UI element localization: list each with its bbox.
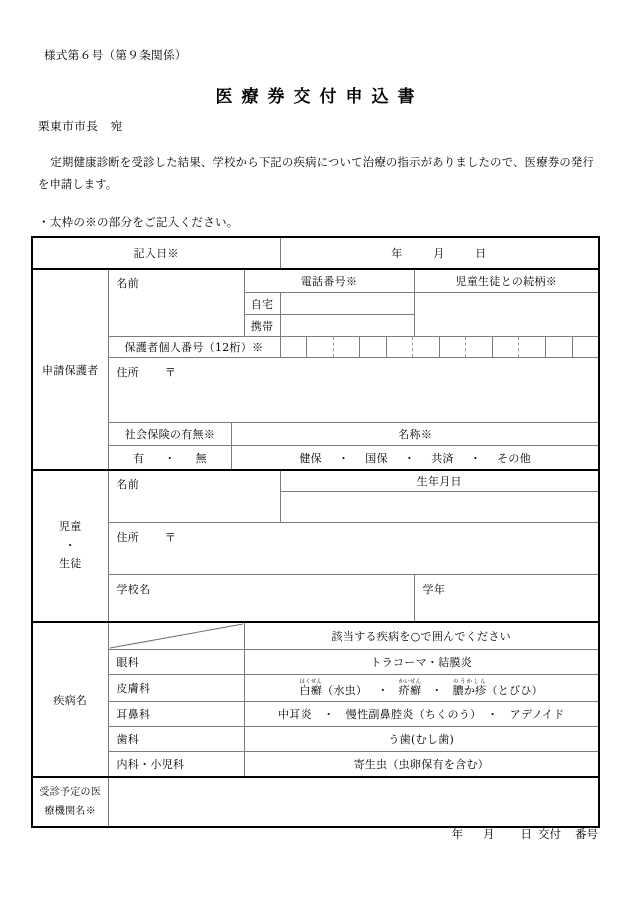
guardian-phone-mobile-field[interactable] <box>280 315 414 337</box>
disease-item-kaisen[interactable] <box>398 678 422 697</box>
insurance-name-label: 名称※ <box>232 423 598 446</box>
disease-department-ent: 耳鼻科 <box>108 702 244 727</box>
disease-items-ent[interactable]: 中耳炎 ・ 慢性副鼻腔炎（ちくのう） ・ アデノイド <box>244 702 599 727</box>
guardian-section-label: 申請保護者 <box>32 269 108 470</box>
disease-diagonal-header-cell <box>108 622 244 650</box>
diagonal-line-icon <box>109 623 244 649</box>
entry-date-label: 記入日※ <box>32 237 280 269</box>
row-student-school-grade <box>32 575 599 623</box>
choice-separator-dot: ・ <box>431 683 443 697</box>
choice-separator-dot: ・ <box>164 451 176 465</box>
insurance-option-kenpo[interactable]: 健保 <box>299 451 322 465</box>
insurance-type-choices[interactable] <box>232 446 598 470</box>
row-disease-dermatology <box>32 675 599 702</box>
row-disease-ophthalmology <box>32 650 599 675</box>
mynumber-box[interactable] <box>493 337 520 357</box>
entry-date-day-label: 日 <box>475 247 488 260</box>
instruction-note: ・太枠の※の部分をご記入ください。 <box>38 215 239 229</box>
footer-month-label: 月 <box>483 827 495 841</box>
disease-items-eye[interactable]: トラコーマ・結膜炎 <box>244 650 599 675</box>
row-guardian-insurance <box>32 423 599 471</box>
entry-date-month-label: 月 <box>433 247 446 260</box>
guardian-phone-home-field[interactable] <box>280 293 414 315</box>
row-medical-institution <box>32 777 599 827</box>
choice-separator-dot: ・ <box>403 451 416 465</box>
student-label-line-2: ・ <box>64 538 76 552</box>
disease-section-label: 疾病名 <box>32 622 108 777</box>
row-insurance-options <box>109 446 599 470</box>
student-grade-field[interactable]: 学年 <box>414 575 599 623</box>
insurance-option-kokuho[interactable]: 国保 <box>365 451 388 465</box>
disease-item-hakusen[interactable]: 白癬はくせん（水虫） <box>299 678 368 697</box>
guardian-relation-field[interactable] <box>414 293 599 337</box>
choice-separator-dot: ・ <box>337 451 350 465</box>
guardian-mynumber-label: 保護者個人番号（12桁）※ <box>108 337 280 358</box>
body-paragraph-text: 定期健康診断を受診した結果、学校から下記の疾病について治療の指示がありましたので、医療券の発行を申請します。 <box>38 156 594 192</box>
insurance-option-kyosai[interactable]: 共済 <box>431 451 454 465</box>
footer-issue-label: 交付 <box>538 827 561 841</box>
issuance-footer <box>0 826 598 842</box>
addressee: 栗東市市長 宛 <box>38 119 123 133</box>
entry-date-year-label: 年 <box>391 247 404 260</box>
student-postal-mark: 〒 <box>164 531 177 544</box>
disease-department-eye: 眼科 <box>108 650 244 675</box>
mynumber-box-group <box>281 337 599 357</box>
student-label-line-3: 生徒 <box>58 557 82 571</box>
row-disease-instruction <box>32 622 599 650</box>
row-disease-internal <box>32 752 599 778</box>
application-form-table <box>31 236 600 828</box>
insurance-option-yes[interactable]: 有 <box>132 451 145 465</box>
body-paragraph <box>38 152 594 196</box>
institution-label-line-2: 療機関名※ <box>44 806 96 817</box>
row-insurance-header <box>109 423 599 446</box>
footer-year-label: 年 <box>451 827 463 841</box>
mynumber-box[interactable] <box>413 337 440 357</box>
row-guardian-name-phone-header <box>32 269 599 293</box>
guardian-phone-label: 電話番号※ <box>244 269 414 293</box>
footer-number-label: 番号 <box>575 827 598 841</box>
institution-label-line-1: 受診予定の医 <box>39 787 102 798</box>
insurance-yesno-choice[interactable] <box>109 446 232 470</box>
insurance-subtable <box>109 423 599 469</box>
ruby-kaisen: 疥癬かいせん <box>398 678 422 697</box>
insurance-has-label: 社会保険の有無※ <box>109 423 232 446</box>
mynumber-box[interactable] <box>334 337 361 357</box>
mynumber-box[interactable] <box>387 337 414 357</box>
row-disease-dentistry <box>32 727 599 752</box>
guardian-phone-home-label: 自宅 <box>244 293 280 315</box>
institution-label <box>32 777 108 827</box>
row-disease-otolaryngology <box>32 702 599 727</box>
student-address-label: 住所 <box>116 531 140 544</box>
entry-date-value[interactable] <box>280 237 599 269</box>
guardian-name-field[interactable]: 名前 <box>108 269 244 337</box>
guardian-relation-label: 児童生徒との続柄※ <box>414 269 599 293</box>
row-guardian-address <box>32 358 599 423</box>
mynumber-box[interactable] <box>281 337 308 357</box>
student-school-field[interactable]: 学校名 <box>108 575 414 623</box>
student-birthdate-label: 生年月日 <box>280 470 599 492</box>
guardian-address-label: 住所 <box>116 366 140 379</box>
mynumber-box[interactable] <box>440 337 467 357</box>
student-name-field[interactable]: 名前 <box>108 470 280 523</box>
ruby-noukashin: 膿か疹のうかしん <box>452 678 487 697</box>
row-guardian-mynumber <box>32 337 599 358</box>
disease-department-internal: 内科・小児科 <box>108 752 244 778</box>
mynumber-box[interactable] <box>360 337 387 357</box>
form-number: 様式第６号（第９条関係） <box>44 48 187 62</box>
mynumber-box[interactable] <box>519 337 546 357</box>
disease-items-internal[interactable]: 寄生虫（虫卵保有を含む） <box>244 752 599 778</box>
guardian-mynumber-field[interactable] <box>280 337 599 358</box>
guardian-phone-mobile-label: 携帯 <box>244 315 280 337</box>
student-section-label <box>32 470 108 622</box>
student-birthdate-field[interactable] <box>280 492 599 523</box>
insurance-option-other[interactable]: その他 <box>497 451 532 465</box>
disease-item-noukashin[interactable]: 膿か疹のうかしん（とびひ） <box>452 678 543 697</box>
choice-separator-dot: ・ <box>469 451 482 465</box>
disease-instruction: 該当する疾病を○で囲んでください <box>244 622 599 650</box>
row-student-name-birthdate <box>32 470 599 492</box>
document-title: 医療券交付申込書 <box>215 87 424 107</box>
disease-department-dental: 歯科 <box>108 727 244 752</box>
row-student-address <box>32 523 599 575</box>
disease-department-skin: 皮膚科 <box>108 675 244 702</box>
ruby-hakusen: 白癬はくせん <box>299 678 323 697</box>
disease-items-dental[interactable]: う歯(むし歯) <box>244 727 599 752</box>
mynumber-box[interactable] <box>573 337 599 357</box>
choice-separator-dot: ・ <box>377 683 389 697</box>
footer-day-label: 日 <box>520 827 532 841</box>
mynumber-box[interactable] <box>546 337 573 357</box>
mynumber-box[interactable] <box>307 337 334 357</box>
student-label-line-1: 児童 <box>58 519 82 533</box>
student-address-field[interactable] <box>108 523 599 575</box>
institution-field[interactable] <box>108 777 599 827</box>
insurance-option-no[interactable]: 無 <box>195 451 207 465</box>
guardian-address-field[interactable] <box>108 358 599 423</box>
disease-items-skin[interactable] <box>244 675 599 702</box>
guardian-postal-mark: 〒 <box>164 366 177 379</box>
mynumber-box[interactable] <box>466 337 493 357</box>
row-entry-date <box>32 237 599 269</box>
